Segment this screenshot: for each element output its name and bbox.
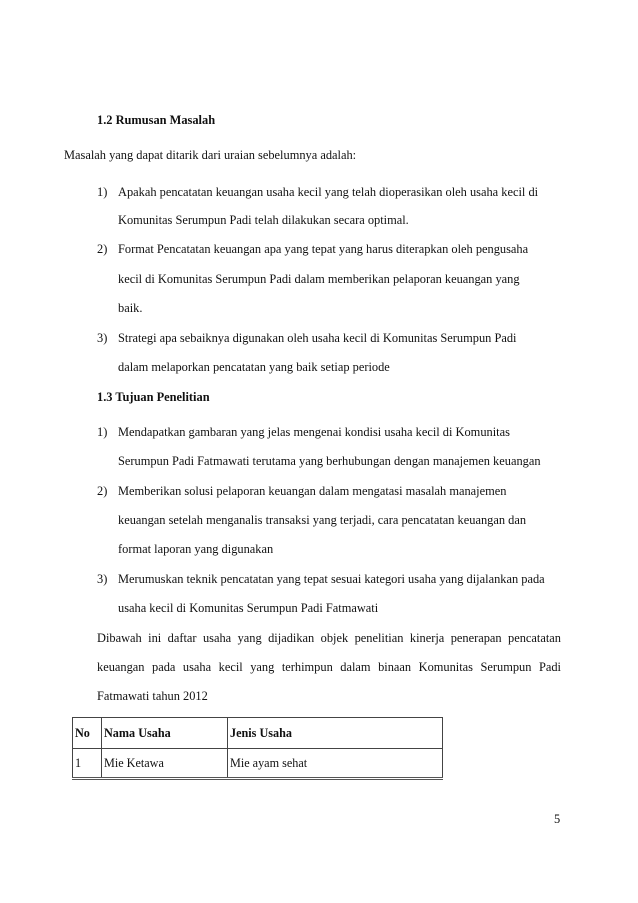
table-row <box>73 749 443 779</box>
list-item-line: Komunitas Serumpun Padi telah dilakukan secara optimal. <box>118 213 409 227</box>
list-item-line: baik. <box>118 301 143 315</box>
intro-text: Masalah yang dapat ditarik dari uraian sebelumnya adalah: <box>64 148 357 162</box>
list-item-number: 1) <box>97 425 108 439</box>
page-number: 5 <box>554 812 561 826</box>
section-heading-tujuan-penelitian: 1.3 Tujuan Penelitian <box>97 390 210 404</box>
list-item-line: Format Pencatatan keuangan apa yang tepat yang harus diterapkan oleh pengusaha <box>118 242 529 256</box>
table-cell: Mie ayam sehat <box>228 749 443 779</box>
list-item-number: 2) <box>97 484 108 498</box>
table-cell: 1 <box>73 749 102 779</box>
list-item-line: kecil di Komunitas Serumpun Padi dalam memberikan pelaporan keuangan yang <box>118 272 520 286</box>
list-item-number: 3) <box>97 331 108 345</box>
list-item-line: Strategi apa sebaiknya digunakan oleh usaha kecil di Komunitas Serumpun Padi <box>118 331 517 345</box>
list-item-line: Mendapatkan gambaran yang jelas mengenai kondisi usaha kecil di Komunitas <box>118 425 510 439</box>
list-item-line: usaha kecil di Komunitas Serumpun Padi Fatmawati <box>118 601 379 615</box>
table-header-cell: Nama Usaha <box>102 718 228 749</box>
list-item-line: Memberikan solusi pelaporan keuangan dalam mengatasi masalah manajemen <box>118 484 507 498</box>
list-item-number: 3) <box>97 572 108 586</box>
table-header-row <box>73 718 443 749</box>
list-item-line: Merumuskan teknik pencatatan yang tepat sesuai kategori usaha yang dijalankan pada <box>118 572 545 586</box>
list-item-number: 1) <box>97 185 108 199</box>
business-table <box>72 717 443 780</box>
list-item-line: format laporan yang digunakan <box>118 542 274 556</box>
list-item-line: Apakah pencatatan keuangan usaha kecil yang telah dioperasikan oleh usaha kecil di <box>118 185 539 199</box>
table-header-cell: Jenis Usaha <box>228 718 443 749</box>
paragraph-line: Fatmawati tahun 2012 <box>97 689 208 703</box>
list-item-line: Serumpun Padi Fatmawati terutama yang berhubungan dengan manajemen keuangan <box>118 454 541 468</box>
list-item-line: keuangan setelah menganalis transaksi yang terjadi, cara pencatatan keuangan dan <box>118 513 527 527</box>
table-cell: Mie Ketawa <box>102 749 228 779</box>
list-item-number: 2) <box>97 242 108 256</box>
table-header-cell: No <box>73 718 102 749</box>
paragraph-line: Dibawah ini daftar usaha yang dijadikan objek penelitian kinerja penerapan pencatatan <box>97 631 561 645</box>
section-heading-rumusan-masalah: 1.2 Rumusan Masalah <box>97 113 216 127</box>
list-item-line: dalam melaporkan pencatatan yang baik setiap periode <box>118 360 390 374</box>
paragraph-line: keuangan pada usaha kecil yang terhimpun dalam binaan Komunitas Serumpun Padi <box>97 660 561 674</box>
